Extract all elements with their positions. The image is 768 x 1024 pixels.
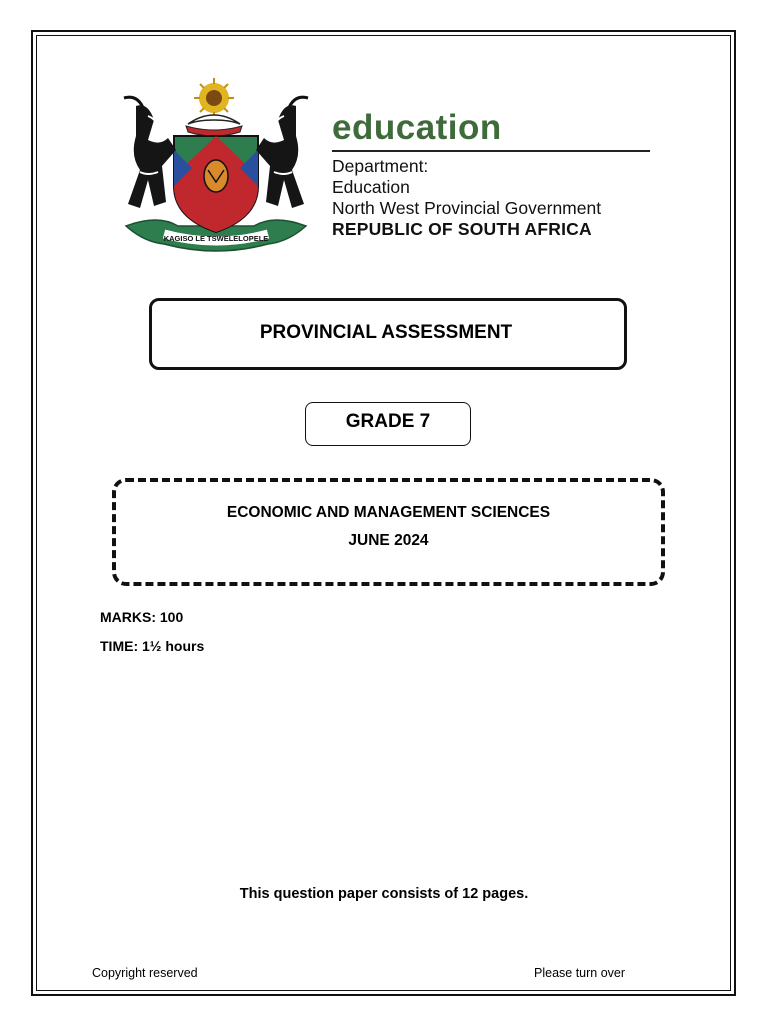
antelope-left-icon — [124, 97, 176, 208]
department-label: Department: — [332, 156, 429, 176]
coat-of-arms-logo — [118, 76, 314, 260]
grade-label: GRADE 7 — [345, 411, 431, 432]
country-name: REPUBLIC OF SOUTH AFRICA — [332, 219, 592, 239]
marks-text: MARKS: 100 — [100, 609, 184, 625]
subject-name: ECONOMIC AND MANAGEMENT SCIENCES — [226, 504, 551, 521]
grade-box — [305, 402, 471, 446]
turn-over-notice: Please turn over — [534, 966, 626, 980]
shield-icon — [174, 136, 258, 232]
time-text: TIME: 1½ hours — [100, 638, 205, 654]
department-name: Education — [332, 177, 410, 197]
assessment-title-box — [149, 298, 627, 370]
government-name: North West Provincial Government — [332, 198, 602, 218]
page-count-note: This question paper consists of 12 pages. — [239, 886, 529, 902]
copyright-notice: Copyright reserved — [92, 966, 198, 980]
subject-box — [112, 478, 665, 586]
sun-icon — [194, 78, 234, 118]
assessment-title: PROVINCIAL ASSESSMENT — [259, 322, 513, 343]
antelope-right-icon — [256, 97, 308, 208]
department-branding — [332, 108, 662, 240]
brand-wordmark: education — [332, 108, 502, 147]
crest-motto: KAGISO LE TSWELELOPELE — [163, 234, 269, 243]
exam-session: JUNE 2024 — [348, 532, 429, 549]
brand-divider — [332, 150, 650, 152]
